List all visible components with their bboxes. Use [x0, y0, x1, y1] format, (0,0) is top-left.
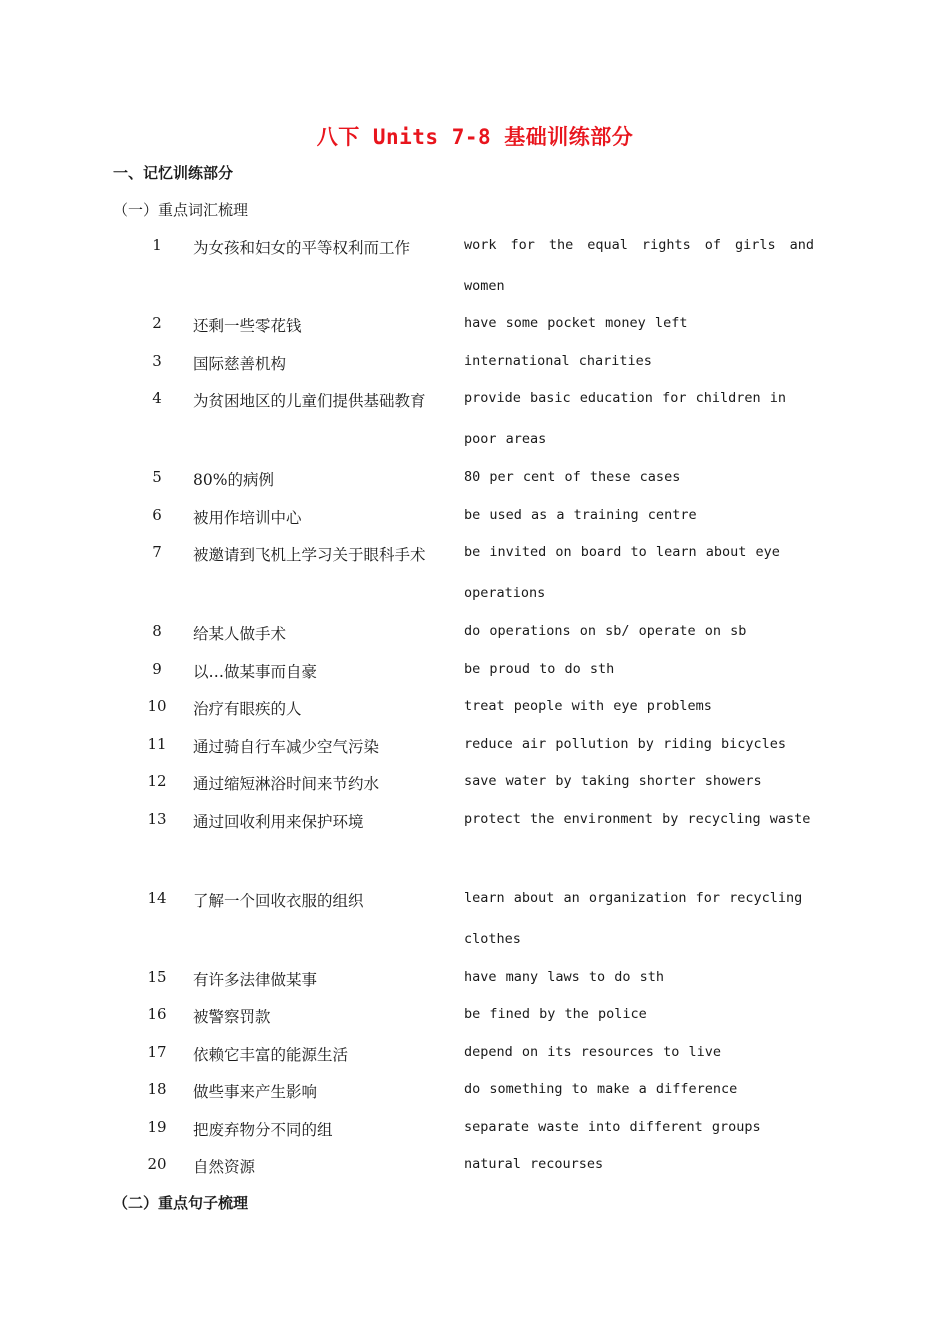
- vocab-number: 5: [152, 468, 162, 486]
- vocab-chinese: 通过缩短淋浴时间来节约水: [193, 775, 380, 793]
- vocab-number: 1: [152, 236, 162, 254]
- vocab-english: be proud to do sth: [464, 661, 615, 677]
- page-title: 八下 Units 7-8 基础训练部分: [316, 125, 634, 149]
- vocab-chinese: 还剩一些零花钱: [193, 317, 302, 335]
- vocab-number: 10: [147, 697, 167, 715]
- vocab-number: 6: [152, 506, 162, 524]
- vocab-number: 12: [147, 772, 167, 790]
- vocab-chinese: 被用作培训中心: [193, 509, 302, 527]
- vocab-english: have some pocket money left: [464, 315, 688, 331]
- vocab-number: 13: [147, 810, 167, 828]
- vocab-chinese: 通过回收利用来保护环境: [193, 813, 364, 831]
- vocab-chinese: 为女孩和妇女的平等权利而工作: [193, 239, 411, 257]
- vocab-chinese: 通过骑自行车减少空气污染: [193, 738, 380, 756]
- vocab-number: 2: [152, 314, 162, 332]
- subsection-heading-sentences: （二）重点句子梳理: [113, 1194, 249, 1212]
- vocab-english: 80 per cent of these cases: [464, 469, 681, 485]
- vocab-number: 19: [147, 1118, 167, 1136]
- vocab-english: be invited on board to learn about eye operations: [464, 544, 780, 601]
- vocab-english: separate waste into different groups: [464, 1119, 761, 1135]
- vocab-english: learn about an organization for recycling clothes: [464, 890, 803, 947]
- vocab-english: work for the equal rights of girls and women: [464, 237, 814, 294]
- vocab-english: treat people with eye problems: [464, 698, 712, 714]
- vocab-chinese: 了解一个回收衣服的组织: [193, 892, 364, 910]
- vocab-number: 3: [152, 352, 162, 370]
- vocab-chinese: 做些事来产生影响: [193, 1083, 318, 1101]
- vocab-number: 16: [147, 1005, 167, 1023]
- vocab-english: do operations on sb/ operate on sb: [464, 623, 747, 639]
- vocab-number: 14: [147, 889, 167, 907]
- vocab-english: depend on its resources to live: [464, 1044, 721, 1060]
- vocab-english: be fined by the police: [464, 1006, 647, 1022]
- vocab-number: 9: [152, 660, 162, 678]
- vocab-chinese: 有许多法律做某事: [193, 971, 318, 989]
- vocab-chinese: 被警察罚款: [193, 1008, 271, 1026]
- vocab-number: 20: [147, 1155, 167, 1173]
- section-heading: 一、记忆训练部分: [113, 164, 234, 182]
- vocab-chinese: 为贫困地区的儿童们提供基础教育: [193, 392, 426, 410]
- vocab-number: 4: [152, 389, 162, 407]
- vocab-chinese: 依赖它丰富的能源生活: [193, 1046, 349, 1064]
- vocab-chinese: 以…做某事而自豪: [193, 663, 318, 681]
- vocab-chinese: 给某人做手术: [193, 625, 287, 643]
- vocab-chinese: 国际慈善机构: [193, 355, 287, 373]
- vocab-english: reduce air pollution by riding bicycles: [464, 736, 786, 752]
- vocab-chinese: 被邀请到飞机上学习关于眼科手术: [193, 546, 426, 564]
- subsection-heading-vocab: （一）重点词汇梳理: [113, 201, 249, 219]
- vocab-number: 11: [147, 735, 167, 753]
- vocab-english: international charities: [464, 353, 652, 369]
- vocab-english: provide basic education for children in poor areas: [464, 390, 786, 447]
- vocab-english: do something to make a difference: [464, 1081, 738, 1097]
- vocab-english: protect the environment by recycling waste: [464, 811, 811, 827]
- vocab-chinese: 把废弃物分不同的组: [193, 1121, 333, 1139]
- vocab-english: natural recourses: [464, 1156, 604, 1172]
- vocab-number: 17: [147, 1043, 167, 1061]
- vocab-number: 8: [152, 622, 162, 640]
- vocab-chinese: 治疗有眼疾的人: [193, 700, 302, 718]
- vocab-english: have many laws to do sth: [464, 969, 665, 985]
- vocab-number: 7: [152, 543, 162, 561]
- vocab-chinese: 自然资源: [193, 1158, 256, 1176]
- vocab-number: 15: [147, 968, 167, 986]
- vocab-number: 18: [147, 1080, 167, 1098]
- vocab-chinese: 80%的病例: [193, 471, 274, 489]
- vocab-english: be used as a training centre: [464, 507, 697, 523]
- vocab-english: save water by taking shorter showers: [464, 773, 762, 789]
